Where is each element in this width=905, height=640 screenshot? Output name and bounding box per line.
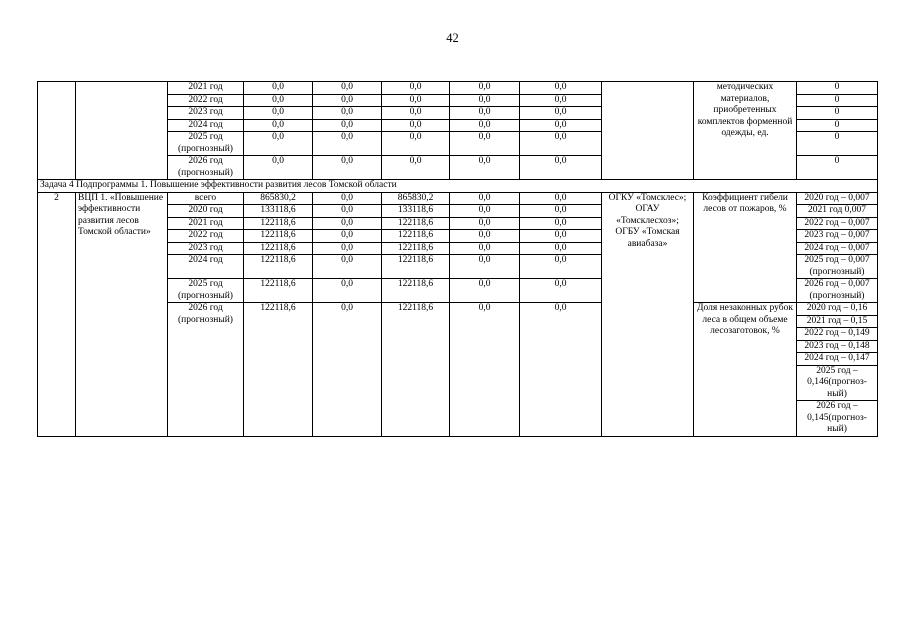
indicator-value: 0	[797, 94, 878, 107]
value-cell: 865830,2	[382, 192, 450, 205]
indicator-value: 2025 год – 0,007 (прогнозный)	[797, 255, 878, 279]
table-row	[38, 82, 878, 95]
year-cell: 2026 год (прогнозный)	[168, 156, 244, 180]
value-cell: 0,0	[450, 230, 520, 243]
value-cell: 0,0	[450, 255, 520, 279]
value-cell: 0,0	[313, 303, 382, 437]
executors-cell: ОГКУ «Томсклес»; ОГАУ «Томсклесхоз»; ОГБУ «Томская авиабаза»	[602, 192, 694, 436]
value-cell: 0,0	[520, 94, 602, 107]
value-cell: 0,0	[520, 192, 602, 205]
value-cell: 0,0	[520, 303, 602, 437]
indicator-value: 0	[797, 107, 878, 120]
value-cell: 0,0	[520, 132, 602, 156]
value-cell: 0,0	[313, 217, 382, 230]
year-cell: 2021 год	[168, 82, 244, 95]
value-cell: 0,0	[313, 132, 382, 156]
value-cell: 0,0	[450, 303, 520, 437]
value-cell: 122118,6	[244, 242, 313, 255]
value-cell: 0,0	[520, 255, 602, 279]
value-cell: 133118,6	[382, 205, 450, 218]
prev-name-cell	[76, 82, 168, 180]
program-table	[37, 81, 878, 437]
task-heading-row	[38, 180, 878, 193]
value-cell: 122118,6	[244, 230, 313, 243]
indicator-value: 0	[797, 156, 878, 180]
value-cell: 0,0	[450, 119, 520, 132]
value-cell: 122118,6	[244, 217, 313, 230]
indicator-value: 2026 год – 0,007 (прогнозный)	[797, 279, 878, 303]
value-cell: 0,0	[382, 119, 450, 132]
year-cell: 2022 год	[168, 94, 244, 107]
value-cell: 0,0	[313, 94, 382, 107]
value-cell: 122118,6	[382, 230, 450, 243]
value-cell: 0,0	[244, 156, 313, 180]
year-cell: 2026 год (прогнозный)	[168, 303, 244, 437]
year-cell: 2025 год (прогнозный)	[168, 132, 244, 156]
year-cell: 2025 год (прогнозный)	[168, 279, 244, 303]
indicator-value: 0	[797, 119, 878, 132]
year-cell: 2022 год	[168, 230, 244, 243]
indicator-value: 2026 год – 0,145(прогноз-ный)	[797, 401, 878, 437]
page-number: 42	[446, 31, 459, 45]
value-cell: 122118,6	[382, 279, 450, 303]
value-cell: 0,0	[520, 156, 602, 180]
value-cell: 0,0	[313, 192, 382, 205]
value-cell: 122118,6	[244, 255, 313, 279]
value-cell: 0,0	[450, 279, 520, 303]
value-cell: 0,0	[382, 132, 450, 156]
indicator-value: 2021 год 0,007	[797, 205, 878, 218]
indicator-value: 2023 год – 0,148	[797, 340, 878, 353]
row-number: 2	[38, 192, 76, 436]
year-cell: 2021 год	[168, 217, 244, 230]
value-cell: 0,0	[382, 94, 450, 107]
indicator-value: 0	[797, 82, 878, 95]
value-cell: 0,0	[382, 156, 450, 180]
indicator-value: 2025 год – 0,146(прогноз-ный)	[797, 365, 878, 401]
value-cell: 0,0	[450, 192, 520, 205]
indicator-value: 2024 год – 0,007	[797, 242, 878, 255]
year-cell: 2024 год	[168, 119, 244, 132]
prev-indicator-name: методических материалов, приобретенных комплектов форменной одежды, ед.	[694, 82, 797, 180]
value-cell: 0,0	[450, 205, 520, 218]
value-cell: 0,0	[313, 119, 382, 132]
value-cell: 0,0	[382, 107, 450, 120]
indicator-value: 2024 год – 0,147	[797, 353, 878, 366]
value-cell: 0,0	[520, 217, 602, 230]
value-cell: 0,0	[313, 279, 382, 303]
indicator-value: 2020 год – 0,007	[797, 192, 878, 205]
value-cell: 122118,6	[244, 303, 313, 437]
prev-executor-cell	[602, 82, 694, 180]
value-cell: 122118,6	[382, 255, 450, 279]
prev-number-cell	[38, 82, 76, 180]
value-cell: 122118,6	[382, 303, 450, 437]
value-cell: 0,0	[313, 107, 382, 120]
value-cell: 0,0	[313, 156, 382, 180]
value-cell: 0,0	[450, 156, 520, 180]
year-cell: всего	[168, 192, 244, 205]
program-name: ВЦП 1. «Повышение эффективности развития лесов Томской области»	[76, 192, 168, 436]
indicator-value: 0	[797, 132, 878, 156]
value-cell: 0,0	[520, 205, 602, 218]
value-cell: 0,0	[313, 255, 382, 279]
value-cell: 0,0	[450, 132, 520, 156]
indicator-value: 2022 год – 0,149	[797, 328, 878, 341]
value-cell: 0,0	[520, 242, 602, 255]
value-cell: 122118,6	[382, 242, 450, 255]
year-cell: 2023 год	[168, 107, 244, 120]
year-cell: 2023 год	[168, 242, 244, 255]
value-cell: 0,0	[450, 94, 520, 107]
year-cell: 2020 год	[168, 205, 244, 218]
value-cell: 0,0	[450, 107, 520, 120]
value-cell: 865830,2	[244, 192, 313, 205]
indicator-value: 2021 год – 0,15	[797, 315, 878, 328]
indicator-value: 2023 год – 0,007	[797, 230, 878, 243]
value-cell: 122118,6	[382, 217, 450, 230]
value-cell: 0,0	[244, 132, 313, 156]
value-cell: 0,0	[313, 230, 382, 243]
table-row	[38, 192, 878, 205]
indicator-value: 2020 год – 0,16	[797, 303, 878, 316]
indicator-name: Доля незаконных рубок леса в общем объеме лесозаготовок, %	[694, 303, 797, 437]
value-cell: 0,0	[313, 82, 382, 95]
value-cell: 0,0	[450, 82, 520, 95]
value-cell: 0,0	[244, 119, 313, 132]
value-cell: 122118,6	[244, 279, 313, 303]
value-cell: 133118,6	[244, 205, 313, 218]
value-cell: 0,0	[382, 82, 450, 95]
indicator-name: Коэффициент гибели лесов от пожаров, %	[694, 192, 797, 303]
value-cell: 0,0	[520, 107, 602, 120]
value-cell: 0,0	[520, 230, 602, 243]
value-cell: 0,0	[520, 279, 602, 303]
indicator-value: 2022 год – 0,007	[797, 217, 878, 230]
value-cell: 0,0	[520, 82, 602, 95]
value-cell: 0,0	[244, 94, 313, 107]
value-cell: 0,0	[450, 242, 520, 255]
value-cell: 0,0	[244, 107, 313, 120]
value-cell: 0,0	[244, 82, 313, 95]
value-cell: 0,0	[313, 205, 382, 218]
year-cell: 2024 год	[168, 255, 244, 279]
task-heading: Задача 4 Подпрограммы 1. Повышение эффективности развития лесов Томской области	[38, 180, 878, 193]
value-cell: 0,0	[450, 217, 520, 230]
value-cell: 0,0	[520, 119, 602, 132]
value-cell: 0,0	[313, 242, 382, 255]
